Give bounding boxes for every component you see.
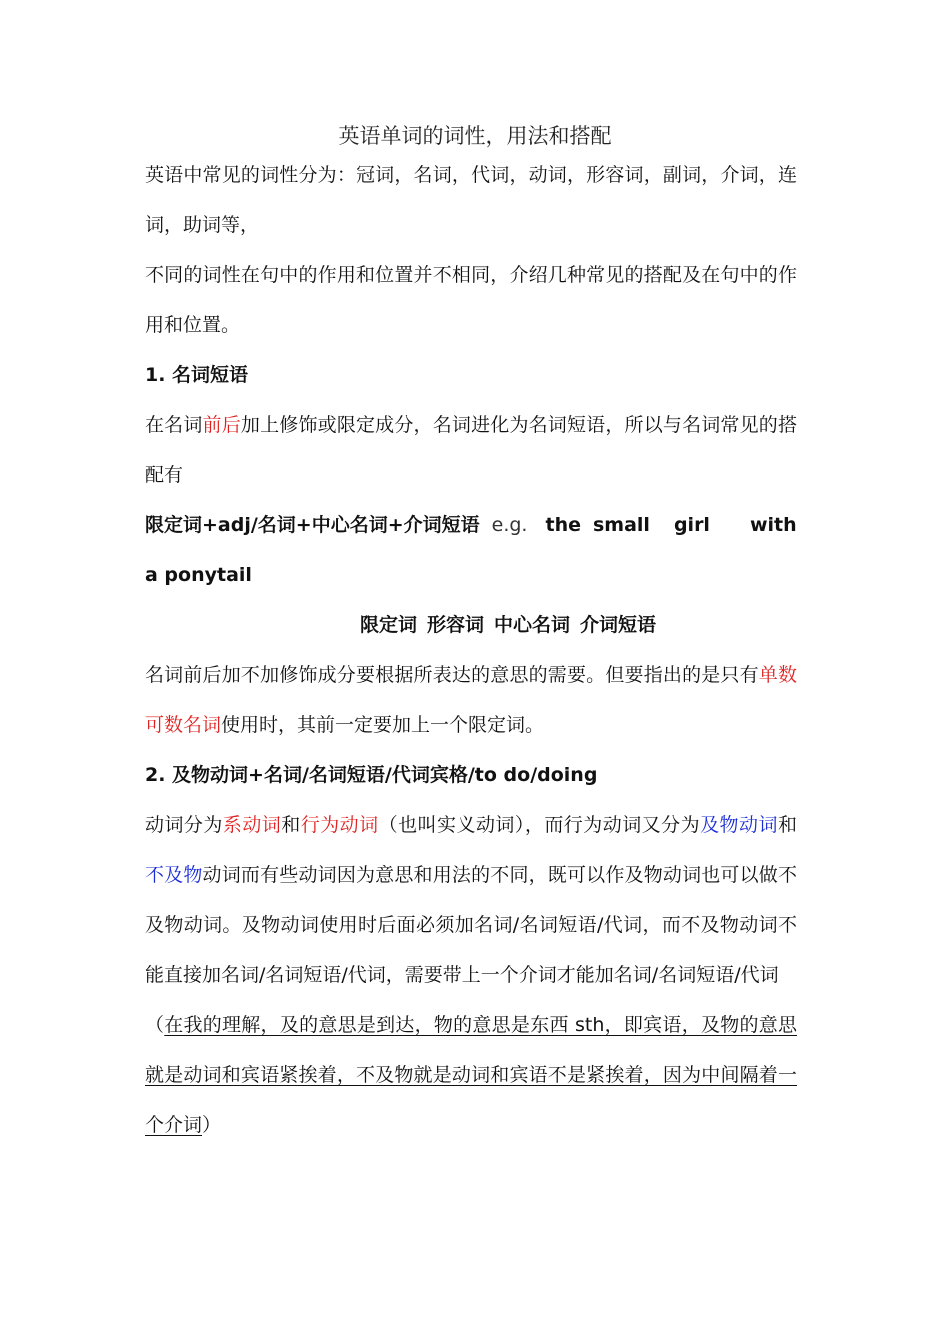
example-word: girl (673, 514, 710, 536)
example-word: small (592, 514, 650, 536)
text-segment: 加上修饰或限定成分，名词进化为名词短语，所以与名词常见的搭配有 (145, 414, 797, 486)
formula-line (145, 500, 797, 600)
section-1-paragraph-2 (145, 650, 797, 750)
intro-paragraph-2: 不同的词性在句中的作用和位置并不相同，介绍几种常见的搭配及在句中的作用和位置。 (145, 264, 797, 336)
highlight-red: 前后 (202, 414, 241, 436)
example-word: the (545, 514, 581, 536)
label-adjective: 形容词 (427, 614, 485, 636)
text-segment: 和 (777, 814, 797, 836)
section-2-paragraph (145, 800, 797, 1000)
section-1-heading: 1. 名词短语 (145, 364, 249, 386)
text-segment: 和 (281, 814, 301, 836)
underlined-note: 在我的理解，及的意思是到达，物的意思是东西 sth，即宾语，及物的意思就是动词和宾语紧挨着，不及物就是动词和宾语不是紧挨着，因为中间隔着一个介词 (145, 1014, 797, 1136)
highlight-blue: 不及物 (145, 864, 203, 886)
text-segment: 动词分为 (145, 814, 223, 836)
note-open-paren: （ (145, 1014, 165, 1036)
intro-paragraph-1: 英语中常见的词性分为：冠词，名词，代词，动词，形容词，副词，介词，连词，助词等， (145, 164, 797, 236)
text-segment: （也叫实义动词），而行为动词又分为 (378, 814, 701, 836)
section-2-heading: 2. 及物动词+名词/名词短语/代词宾格/to do/doing (145, 764, 598, 786)
note-close-paren: ） (202, 1114, 222, 1136)
formula-labels (145, 600, 797, 650)
document-body (145, 150, 797, 1150)
document-title: 英语单词的词性，用法和搭配 (338, 124, 612, 148)
text-segment: 使用时，其前一定要加上一个限定词。 (221, 714, 545, 736)
section-2-note (145, 1000, 797, 1150)
formula-text: 限定词+adj/名词+中心名词+介词短语 (145, 514, 480, 536)
highlight-red: 行为动词 (300, 814, 379, 836)
highlight-red: 系动词 (222, 814, 282, 836)
text-segment: 名词前后加不加修饰成分要根据所表达的意思的需要。但要指出的是只有 (145, 664, 759, 686)
label-head-noun: 中心名词 (494, 614, 571, 636)
highlight-red: 单数可数名词 (145, 664, 797, 736)
text-segment: 在名词 (145, 414, 203, 436)
label-prep-phrase: 介词短语 (580, 614, 657, 636)
highlight-blue: 及物动词 (700, 814, 778, 836)
text-segment: 动词而有些动词因为意思和用法的不同，既可以作及物动词也可以做不及物动词。及物动词使用时后面必须加名词/名词短语/代词，而不及物动词不能直接加名词/名词短语/代词，需要带上一个介词才能加名词/名词短语/代词 (145, 864, 797, 986)
example-word: with a ponytail (145, 514, 797, 586)
label-determiner: 限定词 (360, 614, 418, 636)
section-1-paragraph-1 (145, 400, 797, 500)
eg-label: e.g. (491, 514, 528, 536)
